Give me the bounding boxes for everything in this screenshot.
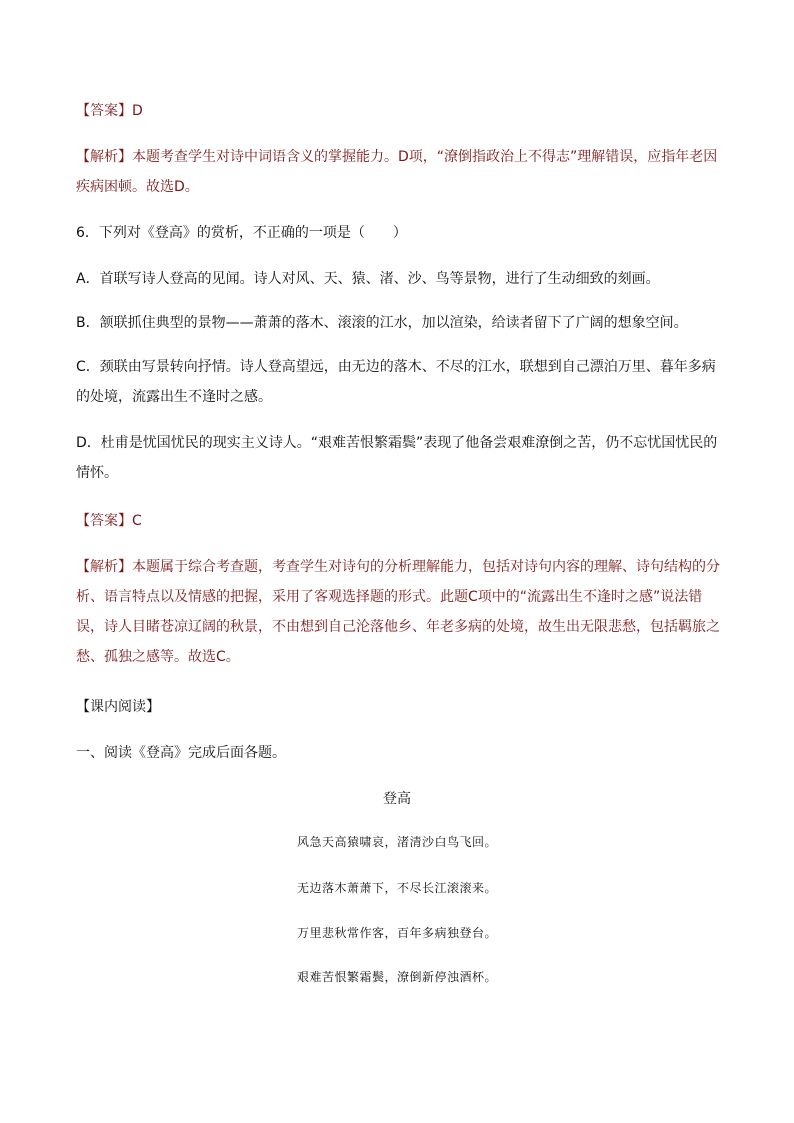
option-d: D．杜甫是忧国忧民的现实主义诗人。“艰难苦恨繁霜鬓”表现了他备尝艰难潦倒之苦，仍不忘忧国忧民的情怀。 bbox=[76, 435, 718, 481]
q5-answer bbox=[76, 96, 721, 126]
poem-line: 万里悲秋常作客，百年多病独登台。 bbox=[296, 926, 497, 940]
section-heading: 【课内阅读】 bbox=[76, 699, 160, 715]
q5-analysis bbox=[76, 142, 721, 202]
q6-analysis bbox=[76, 552, 721, 672]
poem-line: 风急天高猿啸哀，渚清沙白鸟飞回。 bbox=[296, 835, 497, 849]
reading-instruction: 一、阅读《登高》完成后面各题。 bbox=[76, 745, 286, 761]
answer-value: C bbox=[132, 513, 142, 529]
poem-title: 登高 bbox=[383, 791, 411, 807]
analysis-label: 【解析】 bbox=[76, 559, 132, 575]
answer-label: 【答案】 bbox=[76, 513, 132, 529]
analysis-text: 本题属于综合考查题，考查学生对诗句的分析理解能力，包括对诗句内容的理解、诗句结构的分析、语言特点以及情感的把握，采用了客观选择题的形式。此题C项中的“流露出生不逢时之感”说法错误，诗人目睹苍凉辽阔的秋景，不由想到自己沦落他乡、年老多病的处境，故生出无限悲愁，包括羁旅之愁、孤独之感等。故选C。 bbox=[76, 559, 720, 665]
option-c: C．颈联由写景转向抒情。诗人登高望远，由无边的落木、不尽的江水，联想到自己漂泊万里、暮年多病的处境，流露出生不逢时之感。 bbox=[76, 359, 716, 405]
option-a: A．首联写诗人登高的见闻。诗人对风、天、猿、渚、沙、鸟等景物，进行了生动细致的刻画。 bbox=[76, 271, 660, 287]
poem-line: 艰难苦恨繁霜鬓，潦倒新停浊酒杯。 bbox=[296, 970, 497, 984]
question-6-stem: 6．下列对《登高》的赏析，不正确的一项是（ ） bbox=[76, 225, 407, 241]
answer-label: 【答案】 bbox=[76, 103, 132, 119]
analysis-text: 本题考查学生对诗中词语含义的掌握能力。D项，“潦倒指政治上不得志”理解错误，应指年老因疾病困顿。故选D。 bbox=[76, 149, 718, 195]
poem-line: 无边落木萧萧下，不尽长江滚滚来。 bbox=[296, 881, 497, 895]
option-b: B．颔联抓住典型的景物——萧萧的落木、滚滚的江水，加以渲染，给读者留下了广阔的想象空间。 bbox=[76, 315, 688, 331]
answer-value: D bbox=[132, 103, 143, 119]
q6-answer bbox=[76, 506, 721, 536]
analysis-label: 【解析】 bbox=[76, 149, 132, 165]
